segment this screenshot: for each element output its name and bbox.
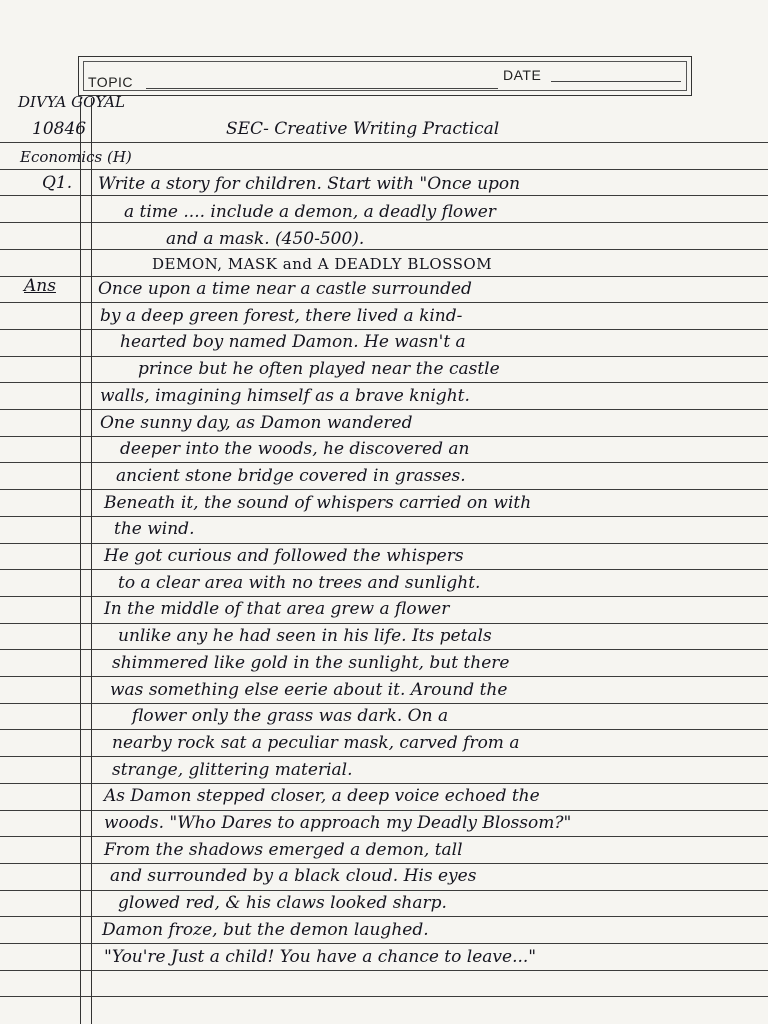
ruled-line: [0, 569, 768, 570]
ruled-line: [0, 516, 768, 517]
answer-line: unlike any he had seen in his life. Its petals: [118, 626, 492, 646]
answer-line: Beneath it, the sound of whispers carried on with: [104, 493, 532, 513]
answer-line: deeper into the woods, he discovered an: [120, 439, 470, 459]
ruled-line: [0, 863, 768, 864]
header-box: [78, 56, 692, 96]
answer-line: woods. "Who Dares to approach my Deadly Blossom?": [104, 813, 572, 833]
answer-line: He got curious and followed the whispers: [104, 546, 464, 566]
answer-line: As Damon stepped closer, a deep voice echoed the: [104, 786, 540, 806]
answer-line: to a clear area with no trees and sunlight.: [118, 573, 481, 593]
answer-line: "You're Just a child! You have a chance to leave...": [104, 947, 537, 967]
ruled-line: [0, 810, 768, 811]
ruled-line: [0, 756, 768, 757]
ruled-line: [0, 970, 768, 971]
answer-line: strange, glittering material.: [112, 760, 353, 780]
ruled-line: [0, 169, 768, 170]
answer-line: walls, imagining himself as a brave knight.: [100, 386, 470, 406]
answer-line: Once upon a time near a castle surrounded: [98, 279, 472, 299]
answer-line: prince but he often played near the castle: [138, 359, 500, 379]
date-line: [551, 81, 681, 82]
answer-line: and surrounded by a black cloud. His eyes: [110, 866, 477, 886]
ruled-line: [0, 356, 768, 357]
ruled-line: [0, 596, 768, 597]
answer-line: hearted boy named Damon. He wasn't a: [120, 332, 466, 352]
story-title: DEMON, MASK and A DEADLY BLOSSOM: [152, 255, 493, 273]
student-name: DIVYA GOYAL: [18, 93, 125, 111]
subject-heading: SEC- Creative Writing Practical: [226, 119, 500, 139]
answer-label: Ans: [24, 276, 56, 296]
answer-line: flower only the grass was dark. On a: [132, 706, 449, 726]
topic-label: TOPIC: [88, 74, 134, 90]
ruled-line: [0, 729, 768, 730]
topic-line: [146, 88, 498, 89]
ruled-line: [0, 836, 768, 837]
ruled-line: [0, 462, 768, 463]
answer-line: One sunny day, as Damon wandered: [100, 413, 413, 433]
answer-line: Damon froze, but the demon laughed.: [102, 920, 429, 940]
ruled-line: [0, 436, 768, 437]
ruled-line: [0, 489, 768, 490]
ruled-line: [0, 302, 768, 303]
roll-number: 10846: [32, 119, 87, 139]
question-label: Q1.: [42, 173, 73, 193]
answer-line: the wind.: [114, 519, 195, 539]
ruled-line: [0, 916, 768, 917]
ruled-line: [0, 623, 768, 624]
ruled-line: [0, 783, 768, 784]
answer-line: by a deep green forest, there lived a kind-: [100, 306, 463, 326]
date-label: DATE: [503, 67, 542, 83]
ruled-line: [0, 142, 768, 143]
ruled-line: [0, 676, 768, 677]
ruled-line: [0, 543, 768, 544]
answer-line: From the shadows emerged a demon, tall: [104, 840, 463, 860]
question-line-1: Write a story for children. Start with "Once upon: [98, 174, 521, 194]
answer-line: glowed red, & his claws looked sharp.: [118, 893, 447, 913]
ruled-line: [0, 703, 768, 704]
answer-line: In the middle of that area grew a flower: [104, 599, 450, 619]
ruled-line: [0, 409, 768, 410]
answer-line: ancient stone bridge covered in grasses.: [116, 466, 466, 486]
answer-line: shimmered like gold in the sunlight, but there: [112, 653, 510, 673]
margin-line: [80, 98, 81, 1024]
answer-line: nearby rock sat a peculiar mask, carved from a: [112, 733, 520, 753]
question-line-3: and a mask. (450-500).: [166, 229, 365, 249]
ruled-line: [0, 276, 768, 277]
ruled-line: [0, 329, 768, 330]
ruled-line: [0, 890, 768, 891]
ruled-line: [0, 996, 768, 997]
ruled-line: [0, 943, 768, 944]
ruled-line: [0, 222, 768, 223]
ruled-line: [0, 649, 768, 650]
ruled-line: [0, 249, 768, 250]
course-name: Economics (H): [20, 148, 132, 166]
question-line-2: a time .... include a demon, a deadly flower: [124, 202, 496, 222]
margin-line-inner: [91, 98, 92, 1024]
answer-line: was something else eerie about it. Around the: [110, 680, 508, 700]
ruled-line: [0, 195, 768, 196]
ruled-line: [0, 382, 768, 383]
